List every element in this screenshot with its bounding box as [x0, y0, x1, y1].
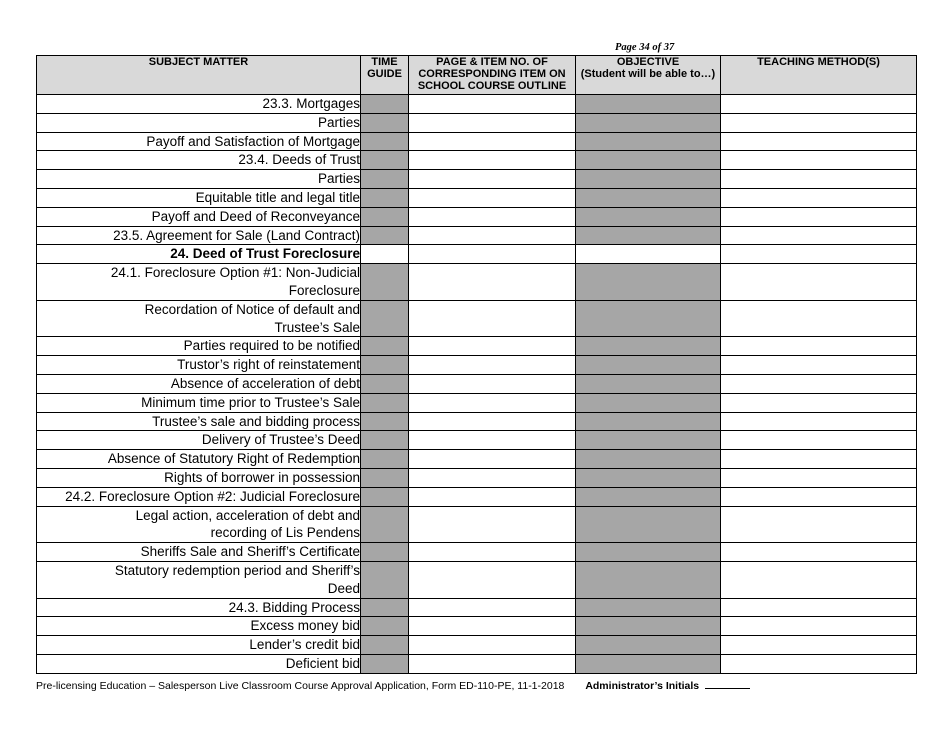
table-row	[37, 431, 917, 450]
page-number: Page 34 of 37	[615, 42, 675, 53]
time-guide-cell[interactable]	[361, 561, 409, 598]
subject-line: Parties	[317, 171, 360, 187]
administrator-initials-label: Administrator’s Initials	[585, 680, 700, 692]
page-item-cell[interactable]	[409, 636, 576, 655]
page-item-cell[interactable]	[409, 506, 576, 543]
teaching-method-cell[interactable]	[721, 636, 917, 655]
page-item-cell[interactable]	[409, 561, 576, 598]
objective-cell[interactable]	[576, 543, 721, 562]
teaching-method-cell[interactable]	[721, 468, 917, 487]
page-item-cell[interactable]	[409, 543, 576, 562]
time-guide-cell[interactable]	[361, 374, 409, 393]
table-row	[37, 264, 917, 301]
header-row	[37, 56, 917, 95]
teaching-methods-header: TEACHING METHOD(S)	[721, 56, 917, 95]
objective-cell[interactable]	[576, 412, 721, 431]
subject-line-continued: Deed	[327, 580, 360, 596]
subject-matter-cell	[37, 264, 361, 301]
subject-line: 24.2. Foreclosure Option #2: Judicial Foreclosure	[65, 488, 360, 504]
subject-line-continued: recording of Lis Pendens	[210, 525, 360, 541]
page-item-cell[interactable]	[409, 356, 576, 375]
table-row	[37, 468, 917, 487]
subject-line: Sheriffs Sale and Sheriff’s Certificate	[140, 544, 360, 560]
subject-line: 23.5. Agreement for Sale (Land Contract)	[113, 227, 360, 243]
subject-matter-cell	[37, 95, 361, 114]
time-guide-cell[interactable]	[361, 207, 409, 226]
page-item-cell[interactable]	[409, 207, 576, 226]
objective-cell[interactable]	[576, 132, 721, 151]
subject-matter-cell	[37, 337, 361, 356]
teaching-method-cell[interactable]	[721, 506, 917, 543]
subject-line: Legal action, acceleration of debt and	[135, 507, 360, 523]
subject-line-continued: Foreclosure	[288, 282, 360, 298]
subject-matter-cell	[37, 543, 361, 562]
table-row	[37, 543, 917, 562]
table-row	[37, 356, 917, 375]
objective-cell[interactable]	[576, 487, 721, 506]
time-guide-cell[interactable]	[361, 450, 409, 469]
time-guide-cell[interactable]	[361, 506, 409, 543]
time-guide-cell[interactable]	[361, 654, 409, 673]
objective-cell[interactable]	[576, 170, 721, 189]
teaching-method-cell[interactable]	[721, 374, 917, 393]
subject-matter-cell	[37, 207, 361, 226]
table-row	[37, 636, 917, 655]
subject-matter-cell	[37, 506, 361, 543]
subject-line: 23.4. Deeds of Trust	[238, 152, 360, 168]
subject-matter-cell	[37, 598, 361, 617]
objective-cell[interactable]	[576, 264, 721, 301]
table-row	[37, 95, 917, 114]
time-guide-cell[interactable]	[361, 412, 409, 431]
page-item-cell[interactable]	[409, 468, 576, 487]
table-row	[37, 561, 917, 598]
teaching-method-cell[interactable]	[721, 226, 917, 245]
table-row	[37, 300, 917, 337]
page-item-cell[interactable]	[409, 337, 576, 356]
subject-matter-cell	[37, 431, 361, 450]
teaching-method-cell[interactable]	[721, 561, 917, 598]
subject-matter-cell	[37, 412, 361, 431]
subject-matter-cell	[37, 468, 361, 487]
table-row	[37, 151, 917, 170]
subject-line-continued: Trustee’s Sale	[274, 319, 360, 335]
objective-cell[interactable]	[576, 617, 721, 636]
subject-line: 24. Deed of Trust Foreclosure	[170, 246, 360, 262]
objective-cell[interactable]	[576, 151, 721, 170]
objective-cell[interactable]	[576, 598, 721, 617]
page-item-cell[interactable]	[409, 598, 576, 617]
time-guide-cell[interactable]	[361, 151, 409, 170]
table-row	[37, 245, 917, 264]
subject-matter-cell	[37, 654, 361, 673]
page-item-cell[interactable]	[409, 431, 576, 450]
subject-matter-header: SUBJECT MATTER	[37, 56, 361, 95]
objective-cell[interactable]	[576, 636, 721, 655]
teaching-method-cell[interactable]	[721, 264, 917, 301]
teaching-method-cell[interactable]	[721, 450, 917, 469]
objective-cell[interactable]	[576, 300, 721, 337]
subject-line: Delivery of Trustee’s Deed	[201, 432, 360, 448]
table-row	[37, 450, 917, 469]
table-row	[37, 487, 917, 506]
page-item-cell[interactable]	[409, 151, 576, 170]
table-body	[37, 95, 917, 674]
time-guide-cell[interactable]	[361, 356, 409, 375]
subject-matter-cell	[37, 450, 361, 469]
time-guide-cell[interactable]	[361, 264, 409, 301]
page-item-cell[interactable]	[409, 374, 576, 393]
teaching-method-cell[interactable]	[721, 300, 917, 337]
teaching-method-cell[interactable]	[721, 207, 917, 226]
subject-line: Recordation of Notice of default and	[144, 301, 360, 317]
subject-matter-cell	[37, 356, 361, 375]
page-item-cell[interactable]	[409, 654, 576, 673]
table-row	[37, 113, 917, 132]
subject-line: Absence of Statutory Right of Redemption	[107, 451, 360, 467]
subject-line: Equitable title and legal title	[195, 189, 360, 205]
table-row	[37, 393, 917, 412]
subject-line: Payoff and Satisfaction of Mortgage	[146, 133, 360, 149]
table-row	[37, 226, 917, 245]
time-guide-cell[interactable]	[361, 598, 409, 617]
time-guide-cell[interactable]	[361, 337, 409, 356]
teaching-method-cell[interactable]	[721, 245, 917, 264]
subject-line: Excess money bid	[250, 618, 360, 634]
subject-matter-cell	[37, 487, 361, 506]
objective-cell[interactable]	[576, 113, 721, 132]
objective-cell[interactable]	[576, 654, 721, 673]
objective-cell[interactable]	[576, 226, 721, 245]
subject-line: Statutory redemption period and Sheriff’s	[114, 562, 360, 578]
subject-line: Minimum time prior to Trustee’s Sale	[141, 394, 360, 410]
table-row	[37, 654, 917, 673]
subject-line: Payoff and Deed of Reconveyance	[151, 208, 360, 224]
subject-matter-cell	[37, 132, 361, 151]
teaching-method-cell[interactable]	[721, 95, 917, 114]
objective-cell[interactable]	[576, 468, 721, 487]
table-row	[37, 337, 917, 356]
teaching-method-cell[interactable]	[721, 431, 917, 450]
objective-cell[interactable]	[576, 337, 721, 356]
objective-cell[interactable]	[576, 561, 721, 598]
table-row	[37, 207, 917, 226]
page-item-header: PAGE & ITEM NO. OF CORRESPONDING ITEM ON SCHOOL COURSE OUTLINE	[409, 56, 576, 95]
teaching-method-cell[interactable]	[721, 170, 917, 189]
subject-matter-cell	[37, 226, 361, 245]
teaching-method-cell[interactable]	[721, 132, 917, 151]
objective-header: OBJECTIVE (Student will be able to…)	[576, 56, 721, 95]
page-item-cell[interactable]	[409, 300, 576, 337]
time-guide-cell[interactable]	[361, 431, 409, 450]
table-row	[37, 506, 917, 543]
time-guide-cell[interactable]	[361, 636, 409, 655]
time-guide-cell[interactable]	[361, 95, 409, 114]
objective-cell[interactable]	[576, 393, 721, 412]
objective-cell[interactable]	[576, 95, 721, 114]
page-item-cell[interactable]	[409, 226, 576, 245]
subject-line: Absence of acceleration of debt	[170, 375, 360, 391]
objective-cell[interactable]	[576, 188, 721, 207]
page-item-cell[interactable]	[409, 264, 576, 301]
subject-line: Trustor’s right of reinstatement	[177, 357, 360, 373]
time-guide-header: TIME GUIDE	[361, 56, 409, 95]
subject-line: Parties	[317, 114, 360, 130]
teaching-method-cell[interactable]	[721, 412, 917, 431]
time-guide-cell[interactable]	[361, 188, 409, 207]
footer	[36, 679, 750, 692]
subject-line: Rights of borrower in possession	[164, 469, 360, 485]
course-outline-table	[36, 55, 917, 674]
subject-matter-cell	[37, 561, 361, 598]
time-guide-cell[interactable]	[361, 468, 409, 487]
time-guide-cell[interactable]	[361, 113, 409, 132]
time-guide-cell[interactable]	[361, 393, 409, 412]
subject-matter-cell	[37, 113, 361, 132]
time-guide-cell[interactable]	[361, 132, 409, 151]
teaching-method-cell[interactable]	[721, 543, 917, 562]
table-row	[37, 598, 917, 617]
page-item-cell[interactable]	[409, 95, 576, 114]
subject-line: Trustee’s sale and bidding process	[152, 413, 360, 429]
page-item-cell[interactable]	[409, 113, 576, 132]
table-row	[37, 132, 917, 151]
subject-line: 24.3. Bidding Process	[228, 599, 360, 615]
table-row	[37, 374, 917, 393]
subject-line: Lender’s credit bid	[249, 637, 360, 653]
page-item-cell[interactable]	[409, 412, 576, 431]
teaching-method-cell[interactable]	[721, 654, 917, 673]
time-guide-cell[interactable]	[361, 245, 409, 264]
table-row	[37, 412, 917, 431]
time-guide-cell[interactable]	[361, 170, 409, 189]
subject-matter-cell	[37, 374, 361, 393]
time-guide-cell[interactable]	[361, 617, 409, 636]
teaching-method-cell[interactable]	[721, 188, 917, 207]
objective-cell[interactable]	[576, 207, 721, 226]
time-guide-cell[interactable]	[361, 226, 409, 245]
teaching-method-cell[interactable]	[721, 113, 917, 132]
objective-cell[interactable]	[576, 245, 721, 264]
subject-matter-cell	[37, 636, 361, 655]
subject-matter-cell	[37, 170, 361, 189]
objective-cell[interactable]	[576, 431, 721, 450]
subject-matter-cell	[37, 300, 361, 337]
subject-matter-cell	[37, 151, 361, 170]
page-item-cell[interactable]	[409, 617, 576, 636]
time-guide-cell[interactable]	[361, 487, 409, 506]
teaching-method-cell[interactable]	[721, 393, 917, 412]
table-row	[37, 617, 917, 636]
footer-form-text: Pre-licensing Education – Salesperson Live Classroom Course Approval Application, Form ED-110-PE, 11-1-2018	[36, 680, 565, 692]
time-guide-cell[interactable]	[361, 543, 409, 562]
subject-matter-cell	[37, 245, 361, 264]
table-row	[37, 170, 917, 189]
teaching-method-cell[interactable]	[721, 151, 917, 170]
page-item-cell[interactable]	[409, 132, 576, 151]
page-item-cell[interactable]	[409, 188, 576, 207]
page-item-cell[interactable]	[409, 450, 576, 469]
page-item-cell[interactable]	[409, 245, 576, 264]
objective-cell[interactable]	[576, 356, 721, 375]
teaching-method-cell[interactable]	[721, 487, 917, 506]
teaching-method-cell[interactable]	[721, 356, 917, 375]
subject-matter-cell	[37, 393, 361, 412]
subject-line: Deficient bid	[285, 655, 360, 671]
objective-cell[interactable]	[576, 506, 721, 543]
teaching-method-cell[interactable]	[721, 598, 917, 617]
subject-matter-cell	[37, 188, 361, 207]
subject-line: 24.1. Foreclosure Option #1: Non-Judicial	[110, 265, 360, 281]
teaching-method-cell[interactable]	[721, 617, 917, 636]
page-item-cell[interactable]	[409, 170, 576, 189]
teaching-method-cell[interactable]	[721, 337, 917, 356]
objective-cell[interactable]	[576, 450, 721, 469]
subject-matter-cell	[37, 617, 361, 636]
table-row	[37, 188, 917, 207]
initials-blank-line	[705, 679, 750, 689]
objective-cell[interactable]	[576, 374, 721, 393]
page-item-cell[interactable]	[409, 487, 576, 506]
subject-line: 23.3. Mortgages	[262, 96, 360, 111]
subject-line: Parties required to be notified	[183, 338, 360, 354]
time-guide-cell[interactable]	[361, 300, 409, 337]
page-item-cell[interactable]	[409, 393, 576, 412]
